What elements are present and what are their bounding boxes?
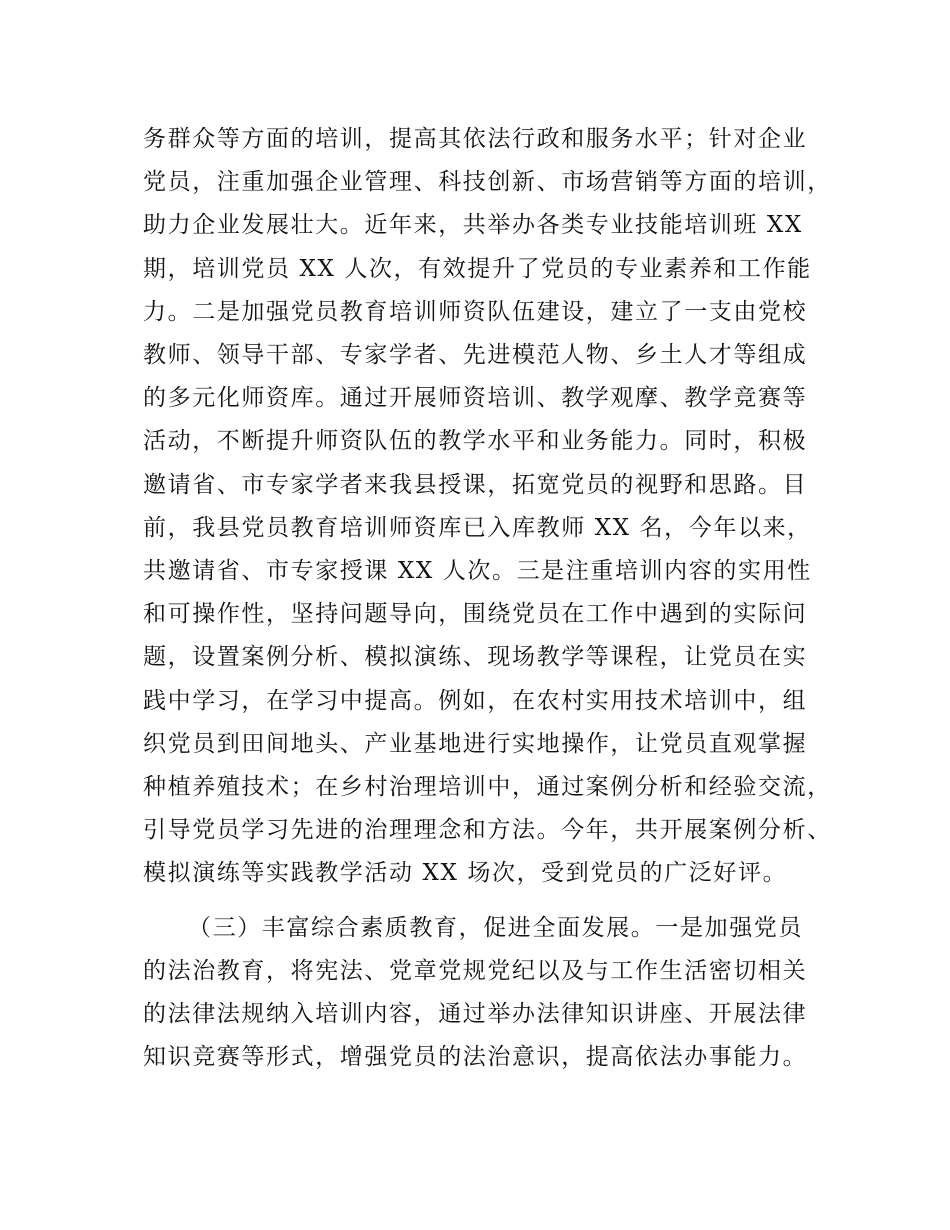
text-line: 邀请省、市专家学者来我县授课，拓宽党员的视野和思路。目	[143, 472, 808, 498]
text-line: 期，培训党员 XX 人次，有效提升了党员的专业素养和工作能	[143, 256, 812, 282]
text-line: 种植养殖技术；在乡村治理培训中，通过案例分析和经验交流，	[143, 774, 832, 800]
text-line: 践中学习，在学习中提高。例如，在农村实用技术培训中，组	[143, 688, 808, 714]
text-line: 教师、领导干部、专家学者、先进模范人物、乡土人才等组成	[143, 342, 808, 368]
text-line: 的法治教育，将宪法、党章党规党纪以及与工作生活密切相关	[143, 958, 808, 984]
text-line: 模拟演练等实践教学活动 XX 场次，受到党员的广泛好评。	[143, 860, 788, 886]
text-line: 党员，注重加强企业管理、科技创新、市场营销等方面的培训，	[143, 169, 832, 195]
text-line: 务群众等方面的培训，提高其依法行政和服务水平；针对企业	[143, 126, 808, 152]
text-line: 的多元化师资库。通过开展师资培训、教学观摩、教学竞赛等	[143, 385, 808, 411]
text-line: 的法律法规纳入培训内容，通过举办法律知识讲座、开展法律	[143, 1001, 808, 1027]
text-line: 助力企业发展壮大。近年来，共举办各类专业技能培训班 XX	[143, 212, 803, 238]
text-line: 织党员到田间地头、产业基地进行实地操作，让党员直观掌握	[143, 731, 808, 757]
text-line: 前，我县党员教育培训师资库已入库教师 XX 名，今年以来，	[143, 515, 812, 541]
text-line: （三）丰富综合素质教育，促进全面发展。一是加强党员	[188, 915, 803, 941]
text-line: 题，设置案例分析、模拟演练、现场教学等课程，让党员在实	[143, 644, 808, 670]
text-line: 引导党员学习先进的治理理念和方法。今年，共开展案例分析、	[143, 817, 832, 843]
text-line: 和可操作性，坚持问题导向，围绕党员在工作中遇到的实际问	[143, 601, 808, 627]
text-line: 共邀请省、市专家授课 XX 人次。三是注重培训内容的实用性	[143, 558, 812, 584]
text-line: 活动，不断提升师资队伍的教学水平和业务能力。同时，积极	[143, 428, 808, 454]
text-line: 力。二是加强党员教育培训师资队伍建设，建立了一支由党校	[143, 299, 808, 325]
text-line: 知识竞赛等形式，增强党员的法治意识，提高依法办事能力。	[143, 1044, 808, 1070]
